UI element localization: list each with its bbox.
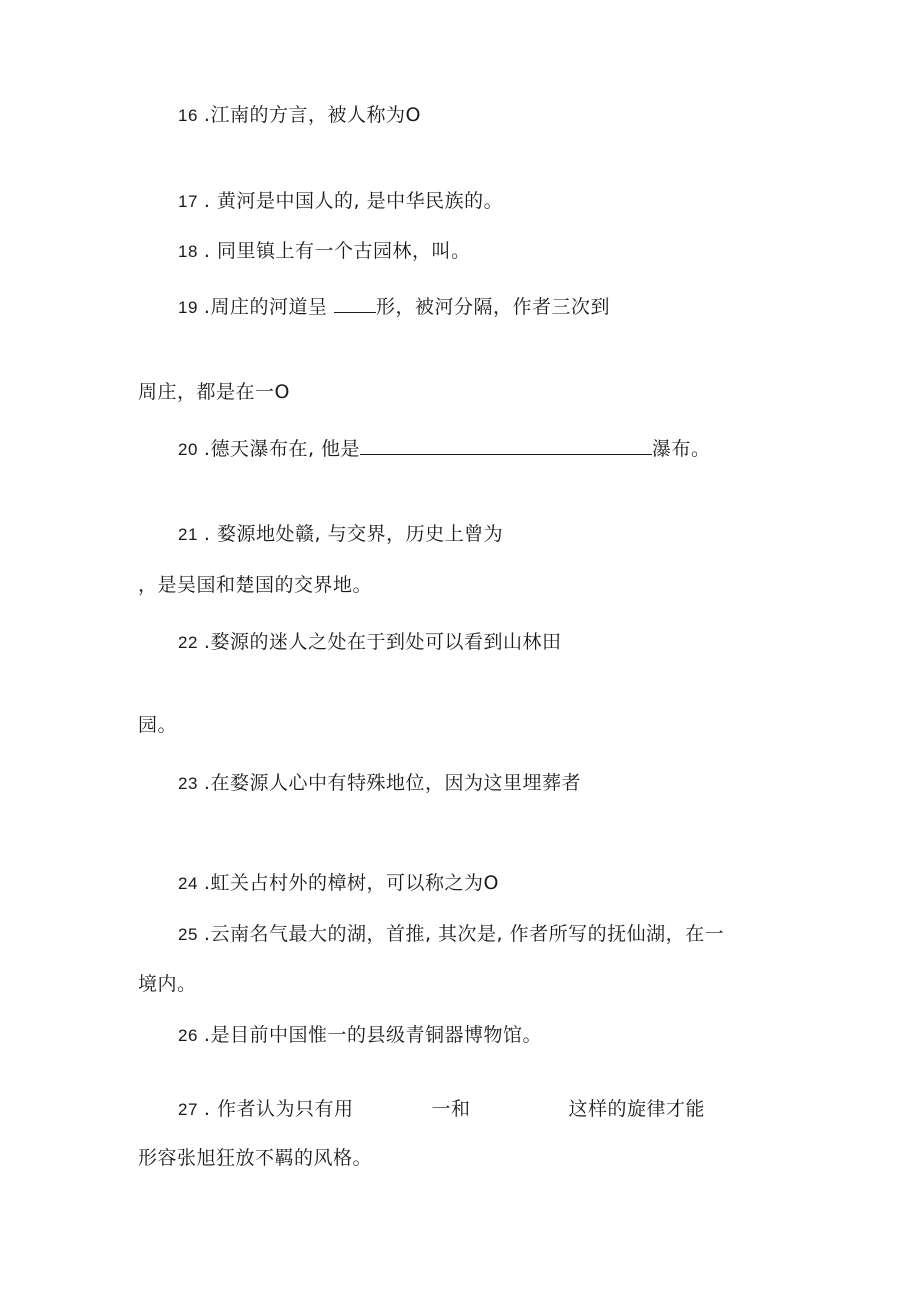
question-text: . 同里镇上有一个古园林，叫。	[203, 240, 471, 262]
question-text: 形，被河分隔，作者三次到	[376, 296, 611, 318]
question-27	[178, 1097, 705, 1122]
question-20	[178, 437, 711, 462]
question-25	[178, 922, 724, 947]
question-19-continuation	[138, 380, 290, 404]
question-16	[178, 103, 421, 128]
question-text: 园。	[138, 714, 178, 736]
answer-blank	[360, 440, 652, 455]
question-18	[178, 239, 471, 264]
question-22-continuation	[138, 713, 177, 737]
question-text: 境内。	[138, 973, 197, 995]
question-text: 瀑布。	[652, 438, 711, 460]
question-21-continuation	[138, 573, 372, 597]
question-21	[178, 522, 503, 547]
question-27-continuation	[138, 1146, 372, 1170]
question-text: .是目前中国惟一的县级青铜器博物馆。	[203, 1024, 542, 1046]
question-text: .江南的方言，被人称为O	[203, 104, 421, 126]
question-19	[178, 295, 610, 320]
question-text: 周庄，都是在一O	[138, 381, 290, 403]
question-23	[178, 771, 581, 796]
question-text: . 婺源地处赣, 与交界，历史上曾为	[203, 523, 504, 545]
question-text: 这样的旋律才能	[568, 1098, 706, 1120]
question-text: 一和	[431, 1098, 471, 1120]
question-text: .周庄的河道呈	[203, 296, 335, 318]
question-17	[178, 189, 503, 214]
question-text: .婺源的迷人之处在于到处可以看到山林田	[203, 631, 562, 653]
question-number: 26	[178, 1026, 198, 1045]
question-number: 19	[178, 298, 198, 317]
question-number: 23	[178, 774, 198, 793]
question-text: . 黄河是中国人的, 是中华民族的。	[203, 190, 504, 212]
question-text: .德天瀑布在, 他是	[203, 438, 361, 460]
question-text: ，是吴国和楚国的交界地。	[138, 574, 373, 596]
question-number: 21	[178, 525, 198, 544]
question-26	[178, 1023, 542, 1048]
question-text: .在婺源人心中有特殊地位，因为这里埋葬者	[203, 772, 581, 794]
question-25-continuation	[138, 972, 197, 996]
question-text: 形容张旭狂放不羁的风格。	[138, 1147, 373, 1169]
question-number: 18	[178, 242, 198, 261]
question-number: 20	[178, 440, 198, 459]
question-number: 24	[178, 874, 198, 893]
question-number: 22	[178, 633, 198, 652]
question-text: .虹关占村外的樟树，可以称之为O	[203, 872, 499, 894]
question-number: 17	[178, 192, 198, 211]
question-number: 25	[178, 925, 198, 944]
question-text: .云南名气最大的湖，首推, 其次是, 作者所写的抚仙湖，在一	[203, 923, 725, 945]
answer-blank	[334, 298, 376, 313]
question-number: 27	[178, 1100, 198, 1119]
question-22	[178, 630, 561, 655]
question-number: 16	[178, 106, 198, 125]
question-text: . 作者认为只有用	[203, 1098, 354, 1120]
question-24	[178, 871, 499, 896]
